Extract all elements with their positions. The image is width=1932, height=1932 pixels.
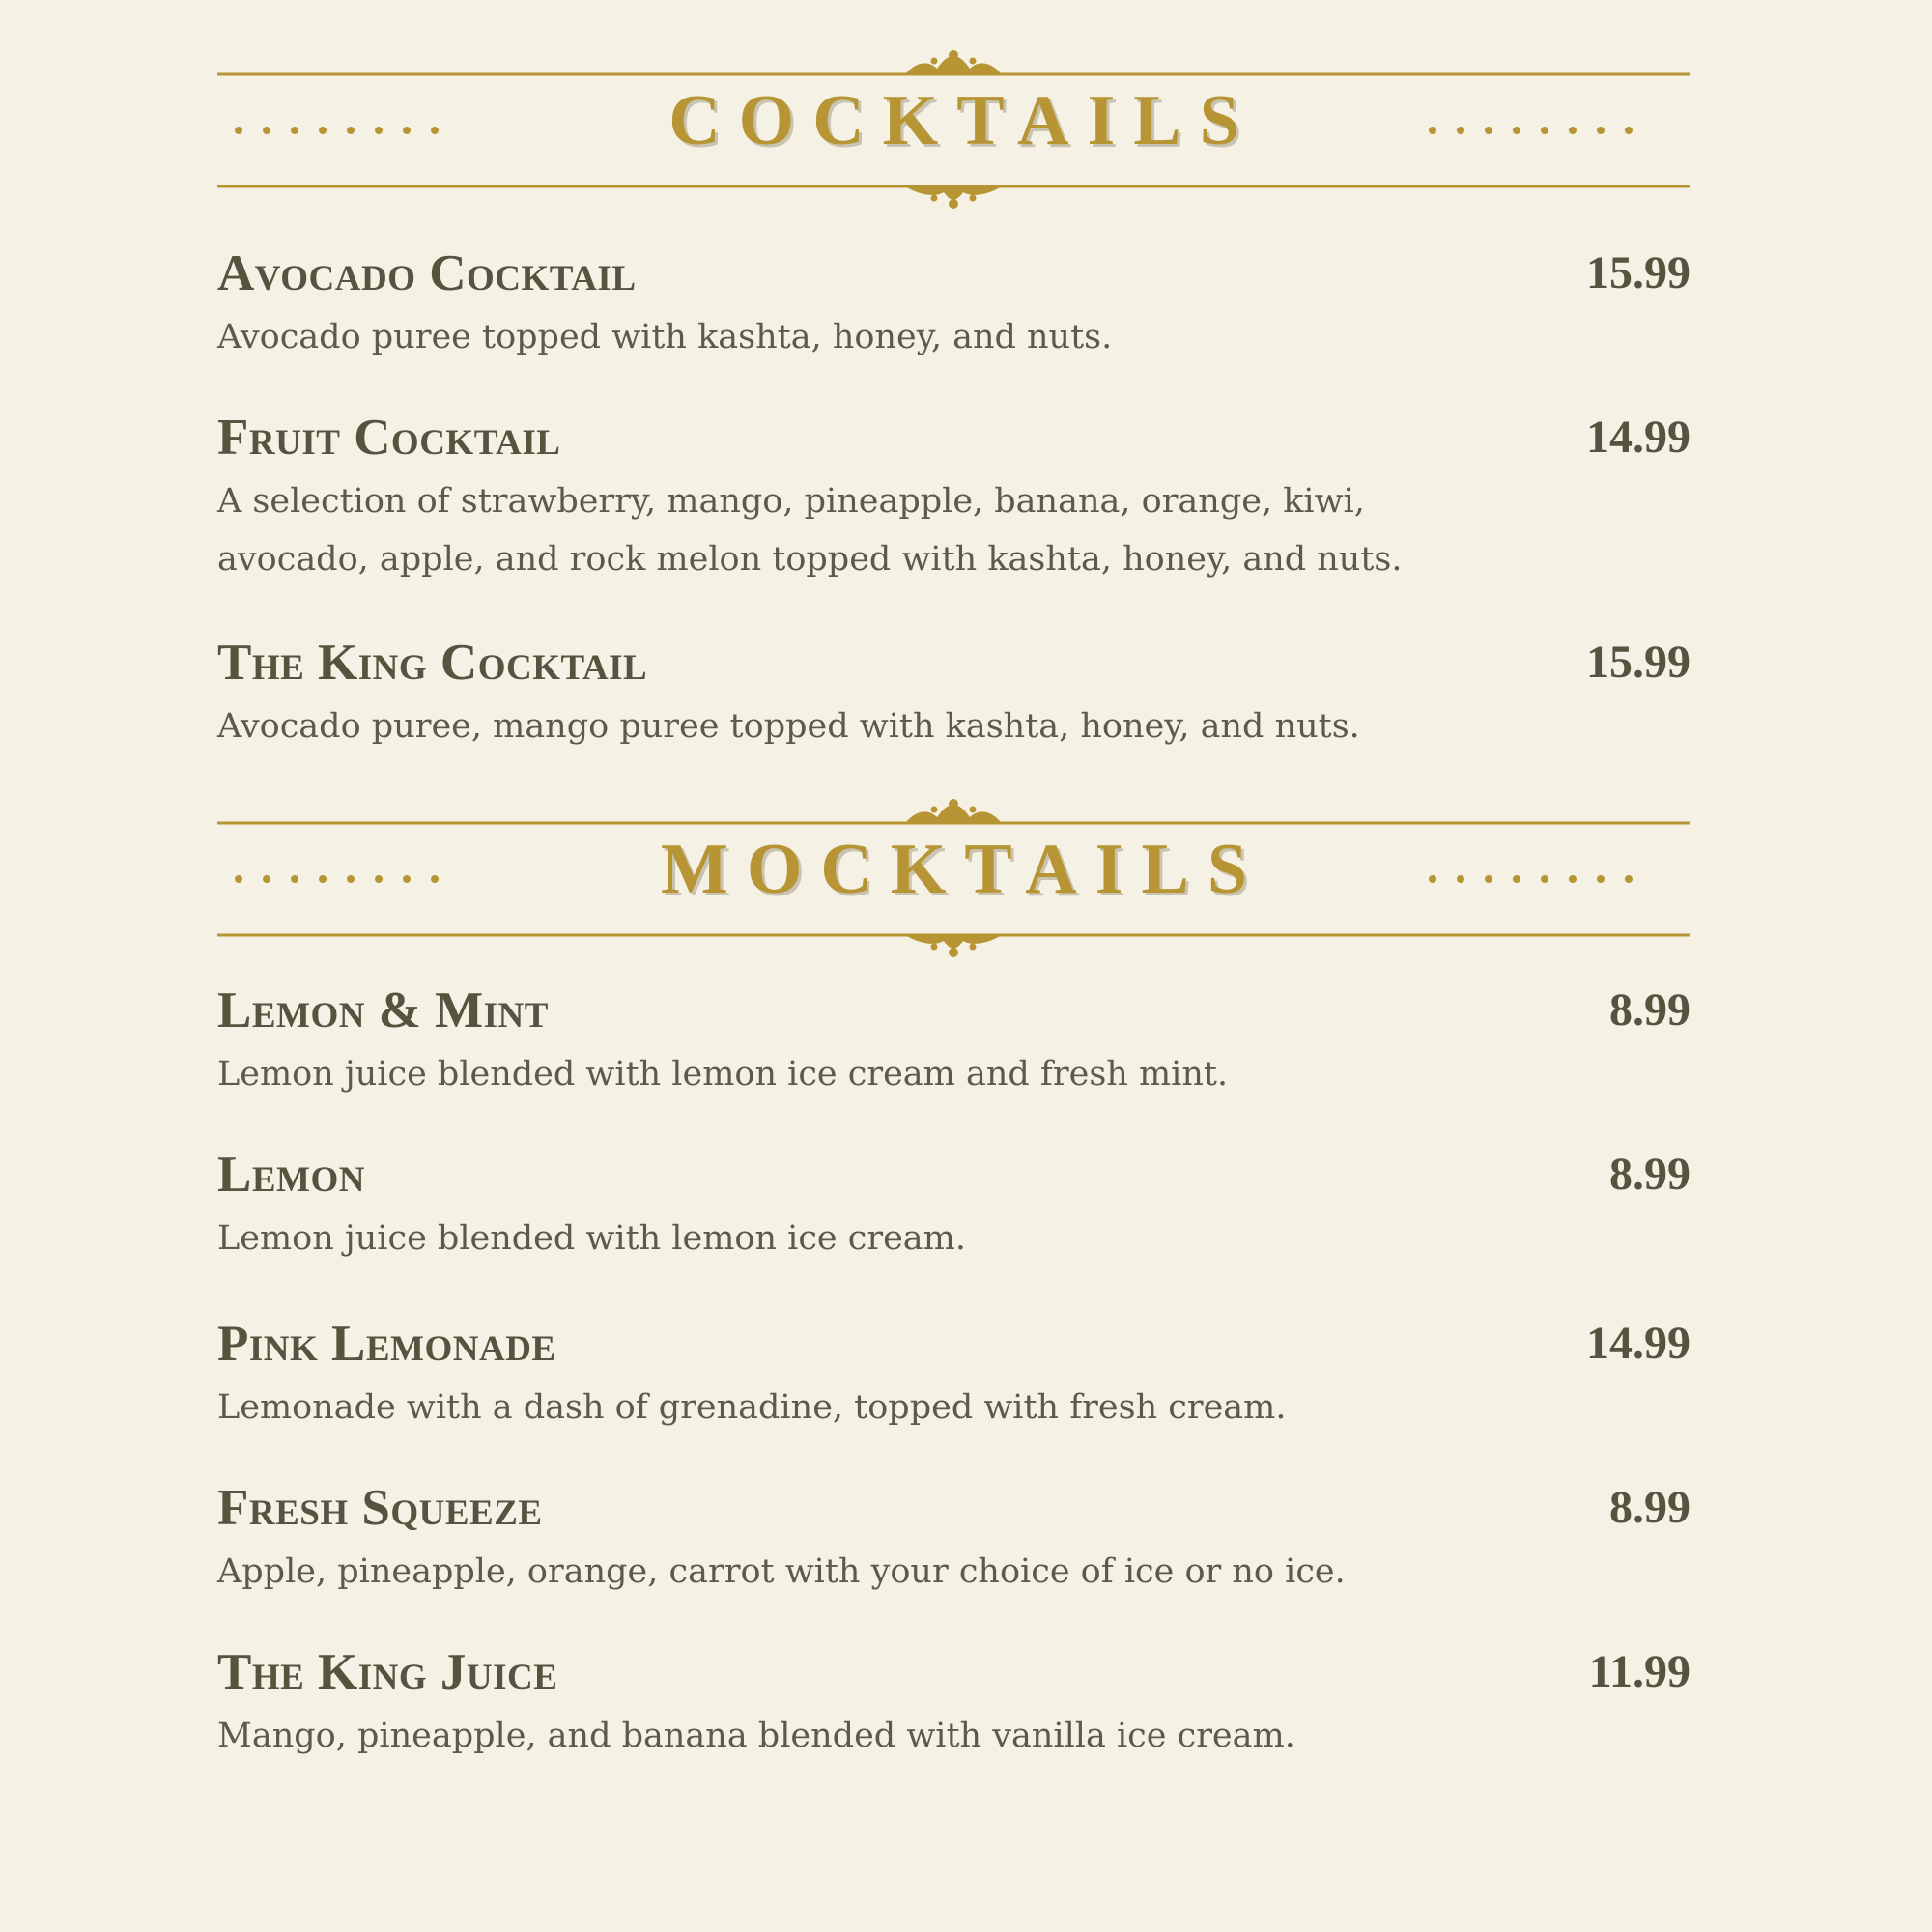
- item-description: Avocado puree topped with kashta, honey, and nuts.: [217, 318, 1113, 356]
- item-name: Fresh Squeeze: [217, 1480, 543, 1536]
- item-description: Apple, pineapple, orange, carrot with your choice of ice or no ice.: [217, 1552, 1346, 1591]
- item-price: 11.99: [1588, 1646, 1690, 1697]
- section-header-cocktails: [217, 53, 1690, 208]
- item-name: Pink Lemonade: [217, 1316, 556, 1372]
- section-header-mocktails: [217, 802, 1690, 956]
- item-name: Lemon & Mint: [217, 982, 549, 1038]
- item-description: A selection of strawberry, mango, pineapple, banana, orange, kiwi, avocado, apple, and rock melon topped with kashta, honey, and nuts.: [217, 482, 1403, 579]
- item-price: 14.99: [1586, 1318, 1690, 1369]
- item-description: Lemon juice blended with lemon ice cream.: [217, 1219, 966, 1258]
- item-price: 8.99: [1609, 1149, 1690, 1200]
- item-name: Avocado Cocktail: [217, 245, 637, 301]
- item-price: 15.99: [1586, 247, 1690, 298]
- item-name: Lemon: [217, 1147, 365, 1203]
- item-price: 15.99: [1586, 637, 1690, 688]
- item-name: The King Juice: [217, 1644, 558, 1700]
- item-description: Avocado puree, mango puree topped with kashta, honey, and nuts.: [217, 707, 1360, 746]
- item-price: 14.99: [1586, 412, 1690, 463]
- menu-page: [217, 0, 1690, 1932]
- item-price: 8.99: [1609, 984, 1690, 1036]
- item-description: Lemon juice blended with lemon ice cream and fresh mint.: [217, 1055, 1229, 1094]
- item-name: Fruit Cocktail: [217, 410, 561, 466]
- item-name: The King Cocktail: [217, 635, 648, 691]
- item-description: Lemonade with a dash of grenadine, topped with fresh cream.: [217, 1388, 1287, 1427]
- section-title-mocktails: MOCKTAILS: [660, 830, 1266, 909]
- section-title-cocktails: COCKTAILS: [668, 81, 1258, 160]
- item-price: 8.99: [1609, 1482, 1690, 1533]
- item-description: Mango, pineapple, and banana blended with vanilla ice cream.: [217, 1717, 1295, 1755]
